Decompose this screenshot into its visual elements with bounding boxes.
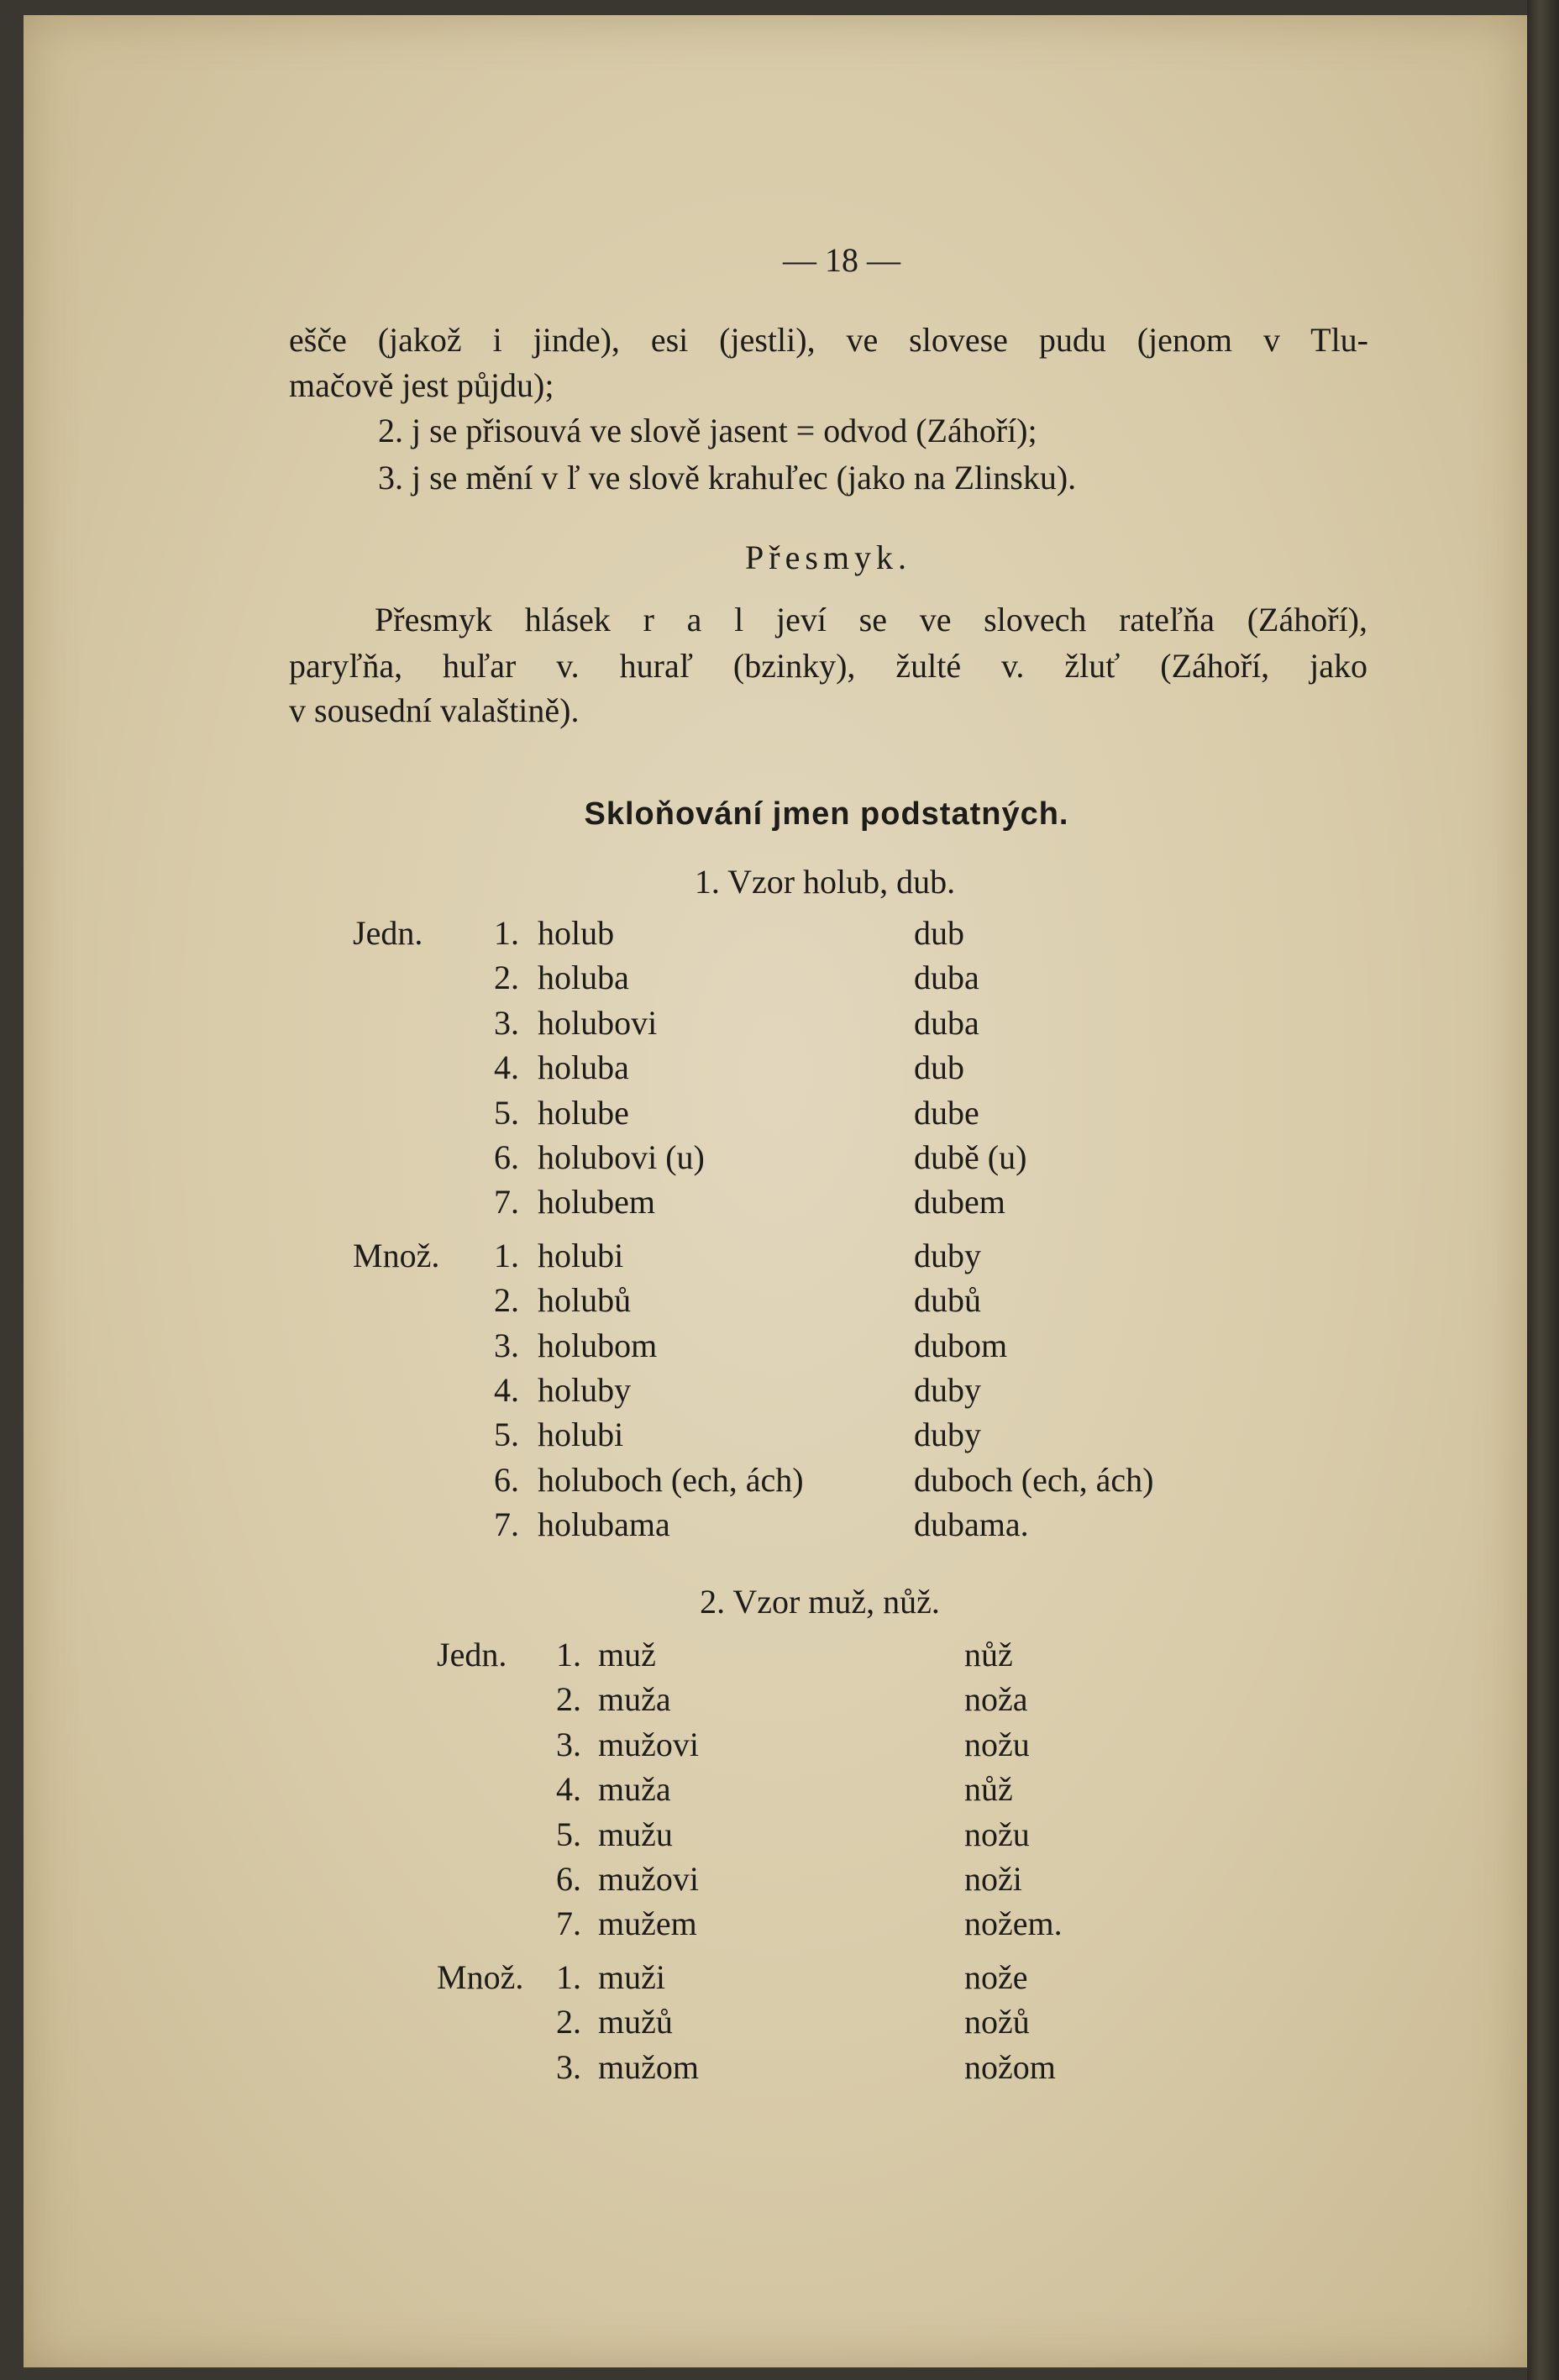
case-number: 3.	[494, 1326, 519, 1364]
form-a: holubem	[538, 1183, 655, 1222]
group-label: Jedn.	[353, 914, 423, 952]
case-number: 1.	[494, 1236, 519, 1274]
form-b: nožů	[964, 2003, 1030, 2041]
form-b: noža	[964, 1680, 1028, 1719]
form-b: nůž	[964, 1636, 1013, 1673]
form-a: mužem	[598, 1905, 697, 1943]
case-number: 6.	[494, 1460, 519, 1499]
form-b: duboch (ech, ách)	[914, 1460, 1154, 1499]
form-a: muža	[598, 1680, 671, 1719]
case-number: 7.	[556, 1905, 581, 1943]
case-number: 6.	[556, 1860, 581, 1898]
form-b: nožem.	[964, 1905, 1063, 1943]
case-number: 6.	[494, 1138, 519, 1176]
intro-line-2: mačově jest půjdu);	[289, 366, 554, 404]
form-a: holub	[538, 914, 615, 952]
form-b: dub	[914, 914, 964, 952]
form-b: dubů	[914, 1281, 981, 1320]
vzor1-title: 1. Vzor holub, dub.	[694, 863, 956, 901]
form-a: holubama	[538, 1505, 670, 1544]
form-a: holubů	[538, 1281, 632, 1320]
intro-line-1: ešče (jakož i jinde), esi (jestli), ve slovese pudu (jenom v Tlu-	[289, 321, 1368, 359]
form-a: holubi	[538, 1416, 624, 1454]
form-a: holubovi	[538, 1003, 658, 1042]
form-a: holuba	[538, 959, 629, 997]
case-number: 7.	[494, 1183, 519, 1222]
case-number: 4.	[494, 1371, 519, 1409]
presmyk-line-3: v sousední valaštině).	[289, 691, 580, 729]
presmyk-heading: Přesmyk.	[745, 539, 911, 576]
form-b: duby	[914, 1371, 981, 1409]
form-b: nože	[964, 1957, 1028, 1996]
form-a: holuba	[538, 1048, 629, 1087]
form-a: mužom	[598, 2047, 699, 2086]
intro-line-3: 2. j se přisouvá ve slově jasent = odvod (Záhoří);	[378, 412, 1037, 449]
page-number: — 18 —	[783, 241, 900, 279]
case-number: 7.	[494, 1505, 519, 1544]
case-number: 1.	[494, 914, 519, 952]
form-b: duba	[914, 959, 979, 997]
vzor2-title: 2. Vzor muž, nůž.	[700, 1583, 940, 1621]
case-number: 3.	[556, 1725, 581, 1763]
case-number: 5.	[494, 1416, 519, 1454]
case-number: 5.	[556, 1815, 581, 1853]
form-a: holubi	[538, 1236, 624, 1274]
section-title: Skloňování jmen podstatných.	[584, 796, 1069, 832]
case-number: 4.	[494, 1048, 519, 1087]
form-b: dubem	[914, 1183, 1005, 1222]
form-a: holubovi (u)	[538, 1138, 705, 1176]
form-a: holuby	[538, 1371, 632, 1409]
form-b: dubama.	[914, 1505, 1029, 1544]
form-b: duby	[914, 1416, 981, 1454]
case-number: 4.	[556, 1770, 581, 1809]
form-a: holubom	[538, 1326, 658, 1364]
presmyk-line-1: Přesmyk hlásek r a l jeví se ve slovech rateľňa (Záhoří),	[375, 601, 1367, 638]
group-label: Množ.	[437, 1957, 524, 1996]
form-b: nožu	[964, 1815, 1030, 1853]
group-label: Množ.	[353, 1236, 440, 1274]
form-a: holube	[538, 1093, 629, 1132]
form-a: muža	[598, 1770, 671, 1809]
form-a: holuboch (ech, ách)	[538, 1460, 804, 1499]
form-b: nůž	[964, 1770, 1013, 1809]
form-b: nožu	[964, 1725, 1030, 1763]
case-number: 2.	[556, 1680, 581, 1719]
form-b: dubě (u)	[914, 1138, 1027, 1176]
book-page	[24, 15, 1527, 2367]
form-b: dub	[914, 1048, 964, 1087]
intro-line-4: 3. j se mění v ľ ve slově krahuľec (jako na Zlinsku).	[378, 459, 1077, 496]
form-b: dube	[914, 1093, 979, 1132]
form-b: noži	[964, 1860, 1022, 1898]
form-b: duby	[914, 1236, 981, 1274]
case-number: 1.	[556, 1636, 581, 1673]
case-number: 3.	[494, 1003, 519, 1042]
presmyk-line-2: paryľňa, huľar v. huraľ (bzinky), žulté v. žluť (Záhoří, jako	[289, 647, 1367, 685]
case-number: 1.	[556, 1957, 581, 1996]
form-a: mužovi	[598, 1725, 699, 1763]
case-number: 5.	[494, 1093, 519, 1132]
form-b: duba	[914, 1003, 979, 1042]
form-a: mužů	[598, 2003, 673, 2041]
form-a: mužovi	[598, 1860, 699, 1898]
case-number: 2.	[556, 2003, 581, 2041]
form-b: nožom	[964, 2047, 1056, 2086]
case-number: 2.	[494, 959, 519, 997]
form-a: muž	[598, 1636, 656, 1673]
book-spine	[1527, 0, 1559, 2380]
form-a: mužu	[598, 1815, 673, 1853]
form-b: dubom	[914, 1326, 1008, 1364]
group-label: Jedn.	[437, 1636, 507, 1673]
form-a: muži	[598, 1957, 665, 1996]
case-number: 2.	[494, 1281, 519, 1320]
case-number: 3.	[556, 2047, 581, 2086]
